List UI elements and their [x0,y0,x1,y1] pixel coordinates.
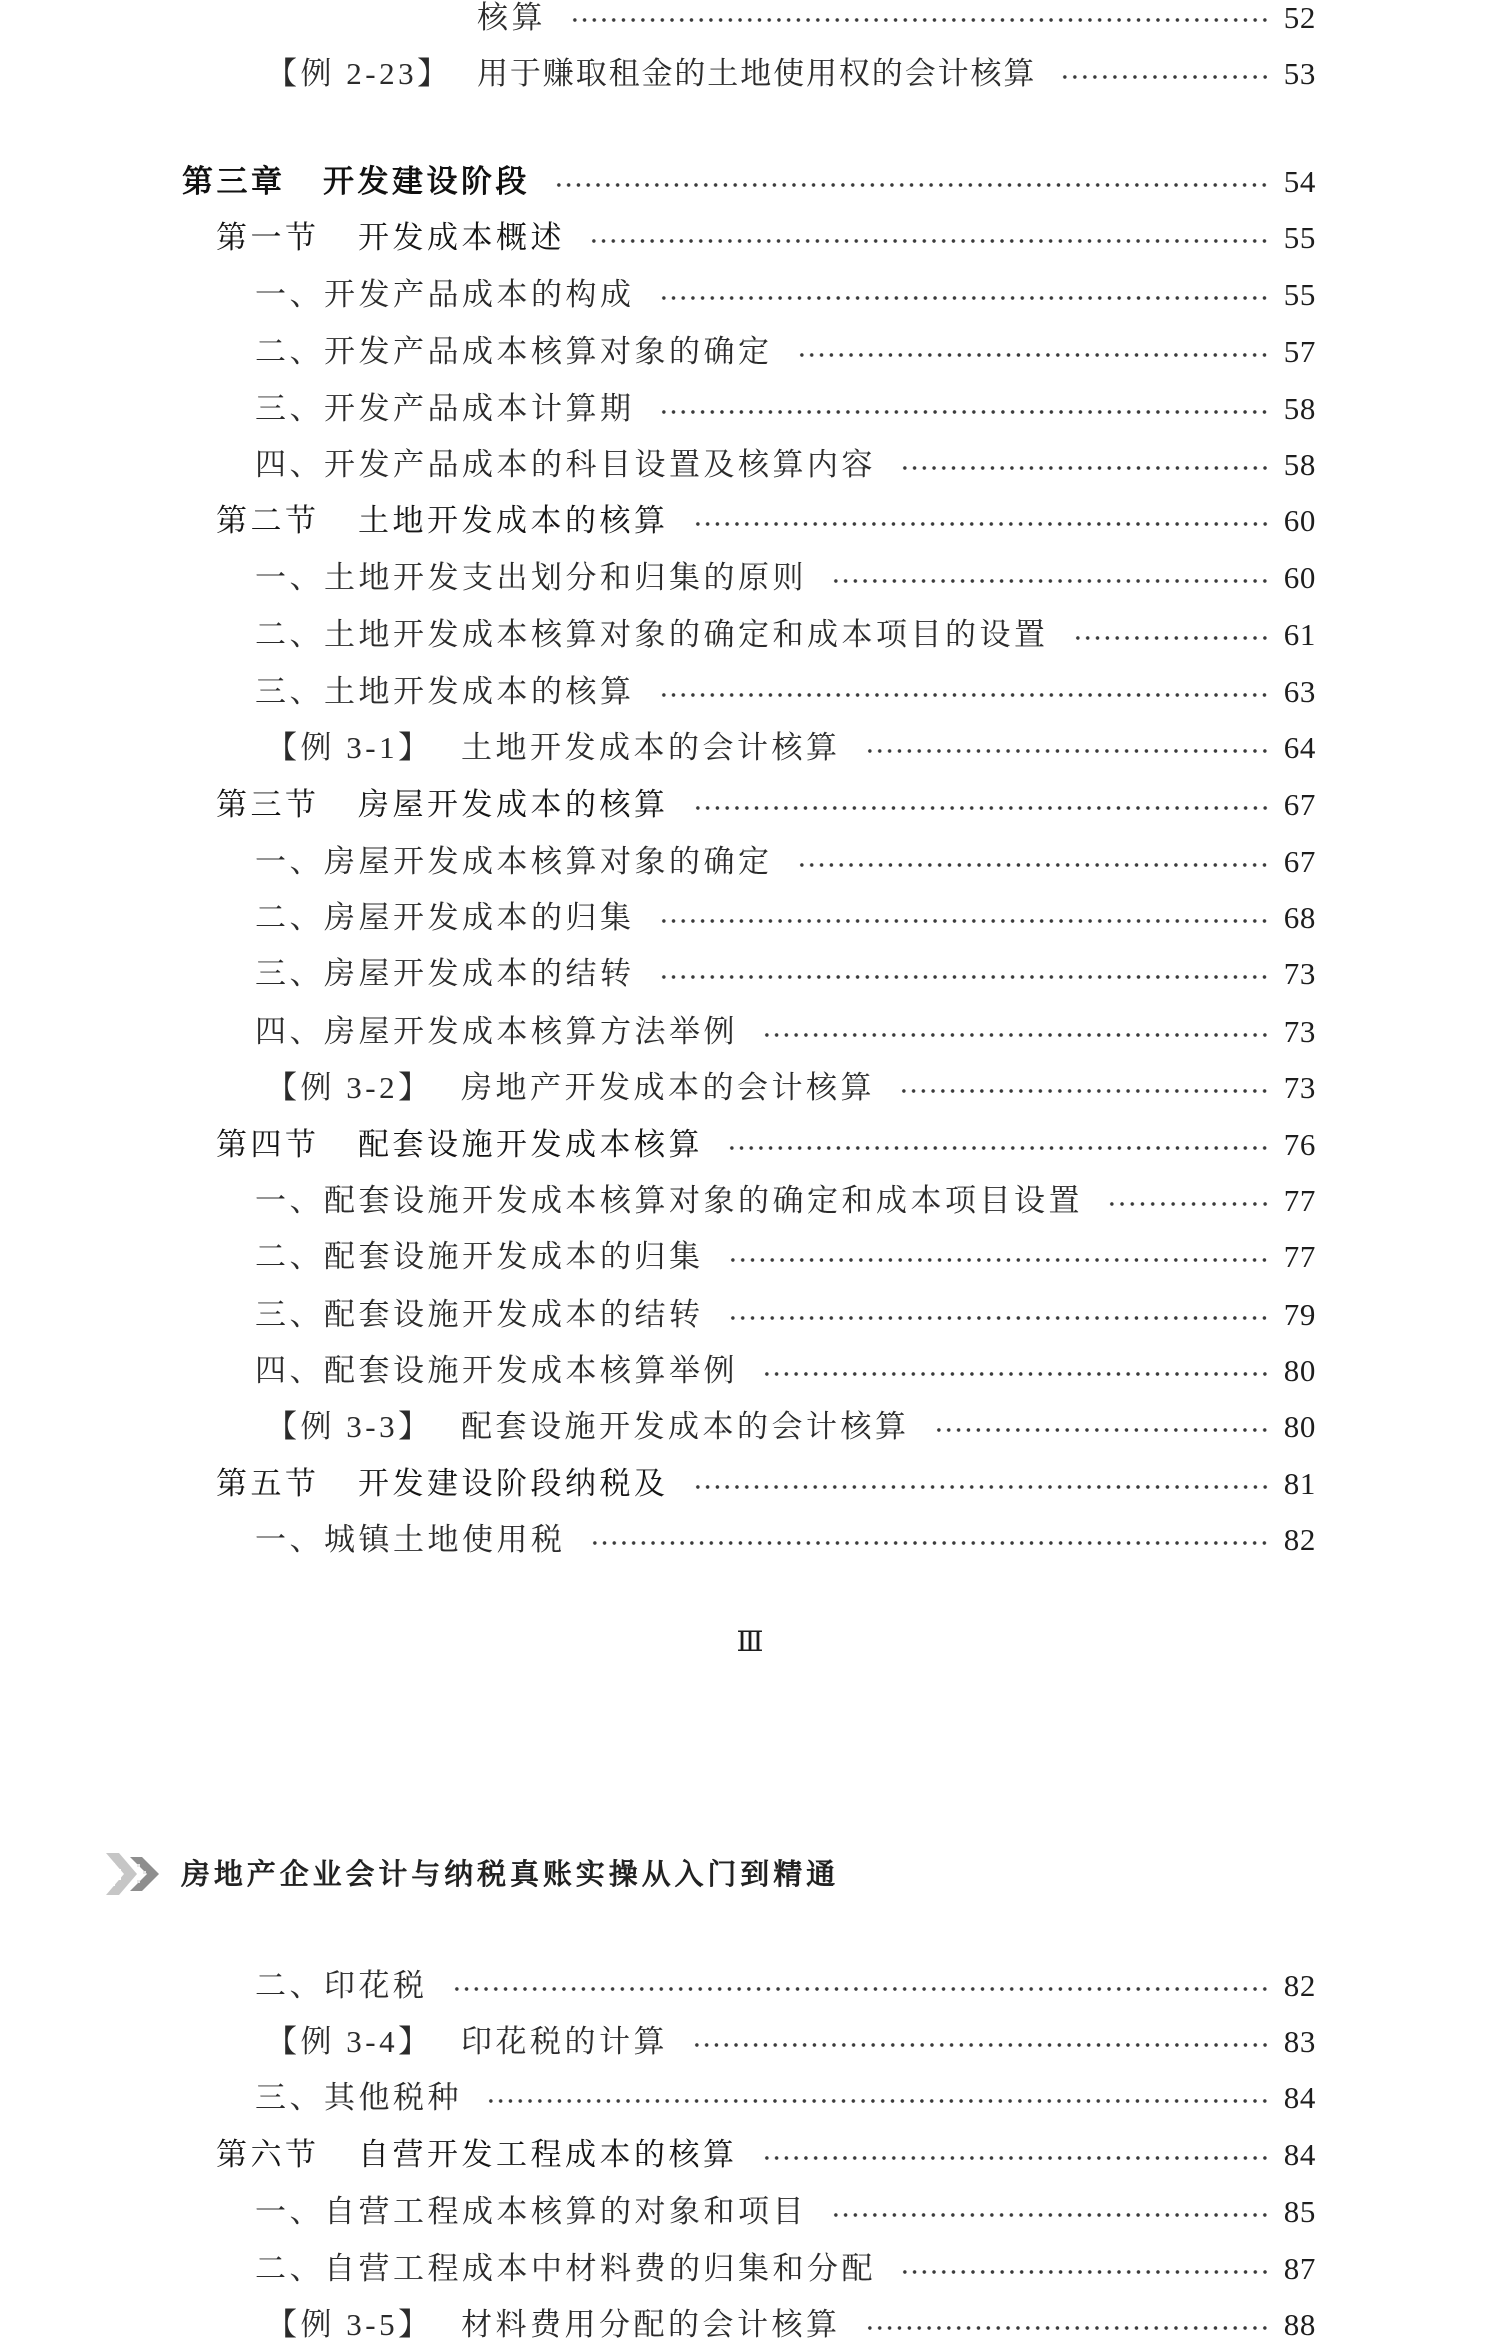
page-number: 77 [1283,1183,1316,1218]
page-number: 57 [1283,334,1316,369]
page-number: 83 [1283,2024,1316,2059]
toc-section [216,499,1316,543]
toc-item [255,952,1316,996]
toc-example [266,1405,1316,1449]
entry-title: 四、房屋开发成本核算方法举例 [255,1014,738,1049]
entry-title: 二、配套设施开发成本的归集 [255,1239,704,1274]
dot-leader [659,896,1270,940]
entry-title: 二、房屋开发成本的归集 [255,900,635,935]
toc-chapter [182,160,1316,204]
entry-title: 自营开发工程成本的核算 [358,2137,738,2172]
dot-leader [659,387,1270,431]
page-number: 80 [1283,1353,1316,1388]
toc-item [255,1349,1316,1393]
double-chevron-icon [106,1851,166,1897]
page-number: 67 [1283,787,1316,822]
dot-leader [693,1462,1270,1506]
entry-title: 二、自营工程成本中材料费的归集和分配 [255,2251,876,2286]
dot-leader [693,783,1270,827]
section-number: 第三节 [216,787,320,822]
page-number: 53 [1283,56,1316,91]
page-number: 80 [1283,1409,1316,1444]
entry-title: 三、土地开发成本的核算 [255,674,635,709]
dot-leader [762,1010,1270,1054]
page-number: 81 [1283,1466,1316,1501]
entry-title: 二、土地开发成本核算对象的确定和成本项目的设置 [255,617,1049,652]
toc-section [216,1123,1316,1167]
dot-leader [570,0,1270,36]
page-number: 60 [1283,503,1316,538]
book-title: 房地产企业会计与纳税真账实操从入门到精通 [181,1857,840,1891]
page-number: 73 [1283,1014,1316,1049]
entry-title: 土地开发成本的会计核算 [461,730,841,765]
running-head [106,1851,839,1897]
entry-title: 四、开发产品成本的科目设置及核算内容 [255,447,876,482]
toc-item [255,330,1316,374]
page-number: 73 [1283,956,1316,991]
dot-leader [659,670,1270,714]
dot-leader [1060,52,1269,96]
toc-item [255,1010,1316,1054]
dot-leader [659,273,1270,317]
section-number: 第四节 [216,1127,320,1162]
dot-leader [659,952,1270,996]
page-number: 58 [1283,391,1316,426]
dot-leader [762,1349,1270,1393]
dot-leader [934,1405,1270,1449]
toc-item [255,670,1316,714]
page-number: 73 [1283,1070,1316,1105]
dot-leader [762,2133,1270,2177]
page-number: 61 [1283,617,1316,652]
toc-item [255,1235,1316,1279]
entry-title: 三、房屋开发成本的结转 [255,956,635,991]
page-number: 68 [1283,900,1316,935]
section-number: 第六节 [216,2137,320,2172]
toc-item [255,613,1316,657]
section-number: 第一节 [216,220,320,255]
entry-title: 配套设施开发成本的会计核算 [461,1409,910,1444]
entry-title: 二、印花税 [255,1968,428,2003]
entry-title: 材料费用分配的会计核算 [461,2307,841,2342]
toc-item [477,0,1316,36]
example-number: 【例 3-5】 [266,2307,433,2342]
page-number: 55 [1283,220,1316,255]
page-number: 87 [1283,2251,1316,2286]
dot-leader [831,556,1270,600]
page-folio: Ⅲ [736,1625,764,1658]
toc-example [266,2020,1316,2064]
entry-title: 三、配套设施开发成本的结转 [255,1297,704,1332]
dot-leader [554,160,1270,204]
toc-section [216,216,1316,260]
page-number: 60 [1283,560,1316,595]
section-number: 第二节 [216,503,320,538]
dot-leader [692,2020,1270,2064]
entry-title: 用于赚取租金的土地使用权的会计核算 [477,56,1037,91]
entry-title: 印花税的计算 [461,2024,668,2059]
page-number: 52 [1283,0,1316,35]
toc-item [255,2190,1316,2234]
toc-item [255,1518,1316,1562]
chapter-number: 第三章 [182,164,286,199]
page-number: 67 [1283,844,1316,879]
dot-leader [831,2190,1270,2234]
example-number: 【例 3-2】 [266,1070,433,1105]
toc-item [255,1964,1316,2008]
toc-example [266,2303,1316,2342]
dot-leader [797,330,1270,374]
entry-title: 配套设施开发成本核算 [358,1127,703,1162]
example-number: 【例 3-1】 [266,730,433,765]
toc-example [266,726,1316,770]
page-number: 64 [1283,730,1316,765]
entry-title: 一、房屋开发成本核算对象的确定 [255,844,773,879]
page-number: 54 [1283,164,1316,199]
toc-item [255,2076,1316,2120]
toc-item [255,443,1316,487]
dot-leader [797,840,1270,884]
toc-item [255,1179,1316,1223]
dot-leader [1073,613,1270,657]
dot-leader [486,2076,1270,2120]
entry-title: 开发成本概述 [358,220,565,255]
section-number: 第五节 [216,1466,320,1501]
dot-leader [865,726,1270,770]
toc-example [266,52,1316,96]
toc-item [255,556,1316,600]
entry-title: 三、其他税种 [255,2080,462,2115]
dot-leader [589,216,1270,260]
dot-leader [728,1235,1270,1279]
page-number: 82 [1283,1968,1316,2003]
entry-title: 房地产开发成本的会计核算 [461,1070,875,1105]
page-number: 82 [1283,1522,1316,1557]
dot-leader [1107,1179,1270,1223]
page-number: 84 [1283,2137,1316,2172]
example-number: 【例 3-4】 [266,2024,433,2059]
page-number: 77 [1283,1239,1316,1274]
entry-title: 核算 [477,0,546,35]
example-number: 【例 3-3】 [266,1409,433,1444]
page-number: 76 [1283,1127,1316,1162]
entry-title: 一、开发产品成本的构成 [255,277,635,312]
page-number: 63 [1283,674,1316,709]
dot-leader [727,1123,1270,1167]
entry-title: 房屋开发成本的核算 [358,787,669,822]
entry-title: 三、开发产品成本计算期 [255,391,635,426]
toc-section [216,2133,1316,2177]
toc-section [216,1462,1316,1506]
page-number: 79 [1283,1297,1316,1332]
entry-title: 一、土地开发支出划分和归集的原则 [255,560,807,595]
toc-section [216,783,1316,827]
entry-title: 开发建设阶段 [323,164,530,199]
toc-item [255,840,1316,884]
dot-leader [900,2247,1270,2291]
entry-title: 开发建设阶段纳税及 [358,1466,669,1501]
dot-leader [865,2303,1270,2347]
example-number: 【例 2-23】 [266,56,452,91]
entry-title: 土地开发成本的核算 [358,503,669,538]
toc-example [266,1066,1316,1110]
page-number: 88 [1283,2307,1316,2342]
toc-item [255,273,1316,317]
dot-leader [900,443,1270,487]
toc-item [255,1293,1316,1337]
entry-title: 一、城镇土地使用税 [255,1522,566,1557]
dot-leader [899,1066,1270,1110]
page-number: 85 [1283,2194,1316,2229]
entry-title: 四、配套设施开发成本核算举例 [255,1353,738,1388]
toc-item [255,387,1316,431]
dot-leader [693,499,1270,543]
entry-title: 一、配套设施开发成本核算对象的确定和成本项目设置 [255,1183,1083,1218]
dot-leader [728,1293,1270,1337]
page-number: 58 [1283,447,1316,482]
entry-title: 一、自营工程成本核算的对象和项目 [255,2194,807,2229]
dot-leader [452,1964,1270,2008]
page-number: 55 [1283,277,1316,312]
entry-title: 二、开发产品成本核算对象的确定 [255,334,773,369]
page-number: 84 [1283,2080,1316,2115]
dot-leader [590,1518,1270,1562]
toc-item [255,2247,1316,2291]
toc-item [255,896,1316,940]
